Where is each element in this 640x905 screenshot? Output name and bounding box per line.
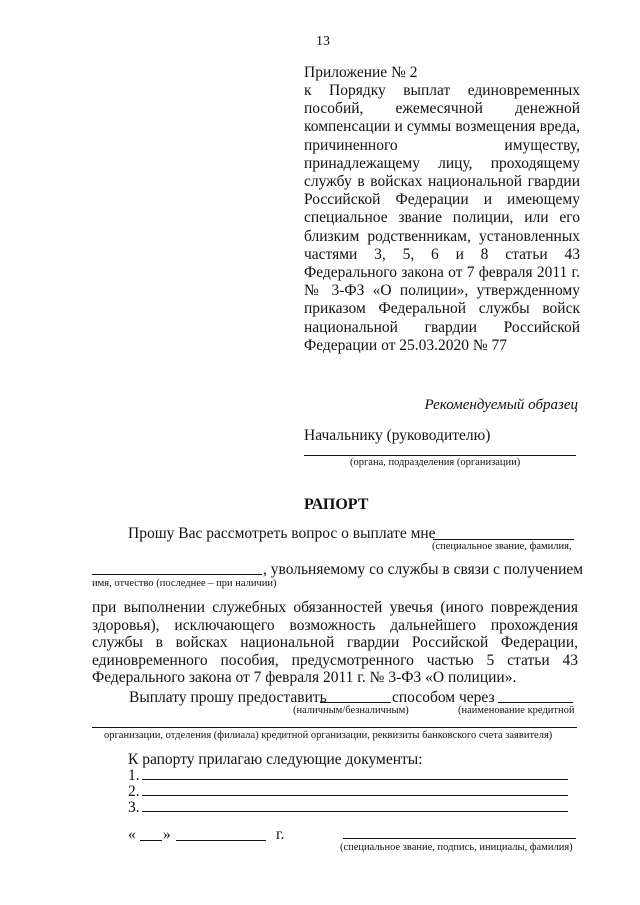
- date-month-field-line: [176, 840, 266, 841]
- bank-details-field-line: [92, 727, 577, 728]
- bank-name-field-line: [498, 702, 573, 703]
- bank-details-caption: организации, отделения (филиала) кредитной организации, реквизиты банковского счета заявителя): [104, 730, 553, 741]
- sample-label: Рекомендуемый образец: [424, 397, 578, 413]
- page-number: 13: [316, 34, 330, 49]
- payment-via-text: способом через: [392, 689, 495, 706]
- payment-method-caption: (наличным/безналичным): [293, 705, 409, 716]
- attachment-number: 2.: [128, 783, 140, 800]
- payment-text: Выплату прошу предоставить: [129, 689, 327, 706]
- appendix-text: к Порядку выплат единовременных пособий, ежемесячной денежной компенсации и суммы возмещения вреда, причиненного имуществу, принадлежащему лицу, проходящему службу в войсках национальной гвардии Российской Федерации и имеющему специальное звание полиции, или его близким родственникам, установленных частями 3, 5, 6 и 8 статьи 43 Федерального закона от 7 февраля 2011 г. № 3-ФЗ «О полиции», утвержденному приказом Федеральной службы войск национальной гвардии Российской Федерации от 25.03.2020 № 77: [304, 82, 580, 354]
- report-title: РАПОРТ: [304, 496, 369, 513]
- rank-surname-caption: (специальное звание, фамилия,: [432, 541, 572, 552]
- attachments-title: К рапорту прилагаю следующие документы:: [128, 751, 423, 768]
- attachment-number: 1.: [128, 767, 140, 784]
- addressee-text: Начальнику (руководителю): [304, 427, 491, 444]
- addressee-field-line: [304, 455, 576, 456]
- rank-surname-field-line: [433, 539, 574, 540]
- name-field-line: [92, 574, 262, 575]
- date-day-field-line: [140, 840, 162, 841]
- bank-name-caption: (наименование кредитной: [458, 705, 575, 716]
- date-open-quote: «: [128, 826, 136, 843]
- date-year-suffix: г.: [276, 826, 285, 843]
- main-paragraph: при выполнении служебных обязанностей увечья (иного повреждения здоровья), исключающего возможность дальнейшего прохождения службы в войсках национальной гвардии Российской Федерации, единовременного пособия, предусмотренного частью 5 статьи 43 Федерального закона от 7 февраля 2011 г. № 3-ФЗ «О полиции».: [92, 599, 578, 686]
- attachment-field-line: [142, 779, 568, 780]
- signature-field-line: [343, 838, 576, 839]
- request-text: Прошу Вас рассмотреть вопрос о выплате мне: [128, 525, 436, 542]
- addressee-caption: (органа, подразделения (организации): [350, 457, 521, 468]
- payment-method-field-line: [320, 702, 391, 703]
- appendix-title: Приложение № 2: [304, 64, 418, 81]
- attachment-field-line: [142, 795, 568, 796]
- signature-caption: (специальное звание, подпись, инициалы, фамилия): [340, 842, 573, 853]
- attachment-field-line: [142, 811, 568, 812]
- dismissal-text: , увольняемому со службы в связи с получением: [263, 561, 584, 578]
- date-close-quote: »: [163, 826, 171, 843]
- name-caption: имя, отчество (последнее – при наличии): [92, 578, 277, 589]
- attachment-number: 3.: [128, 799, 140, 816]
